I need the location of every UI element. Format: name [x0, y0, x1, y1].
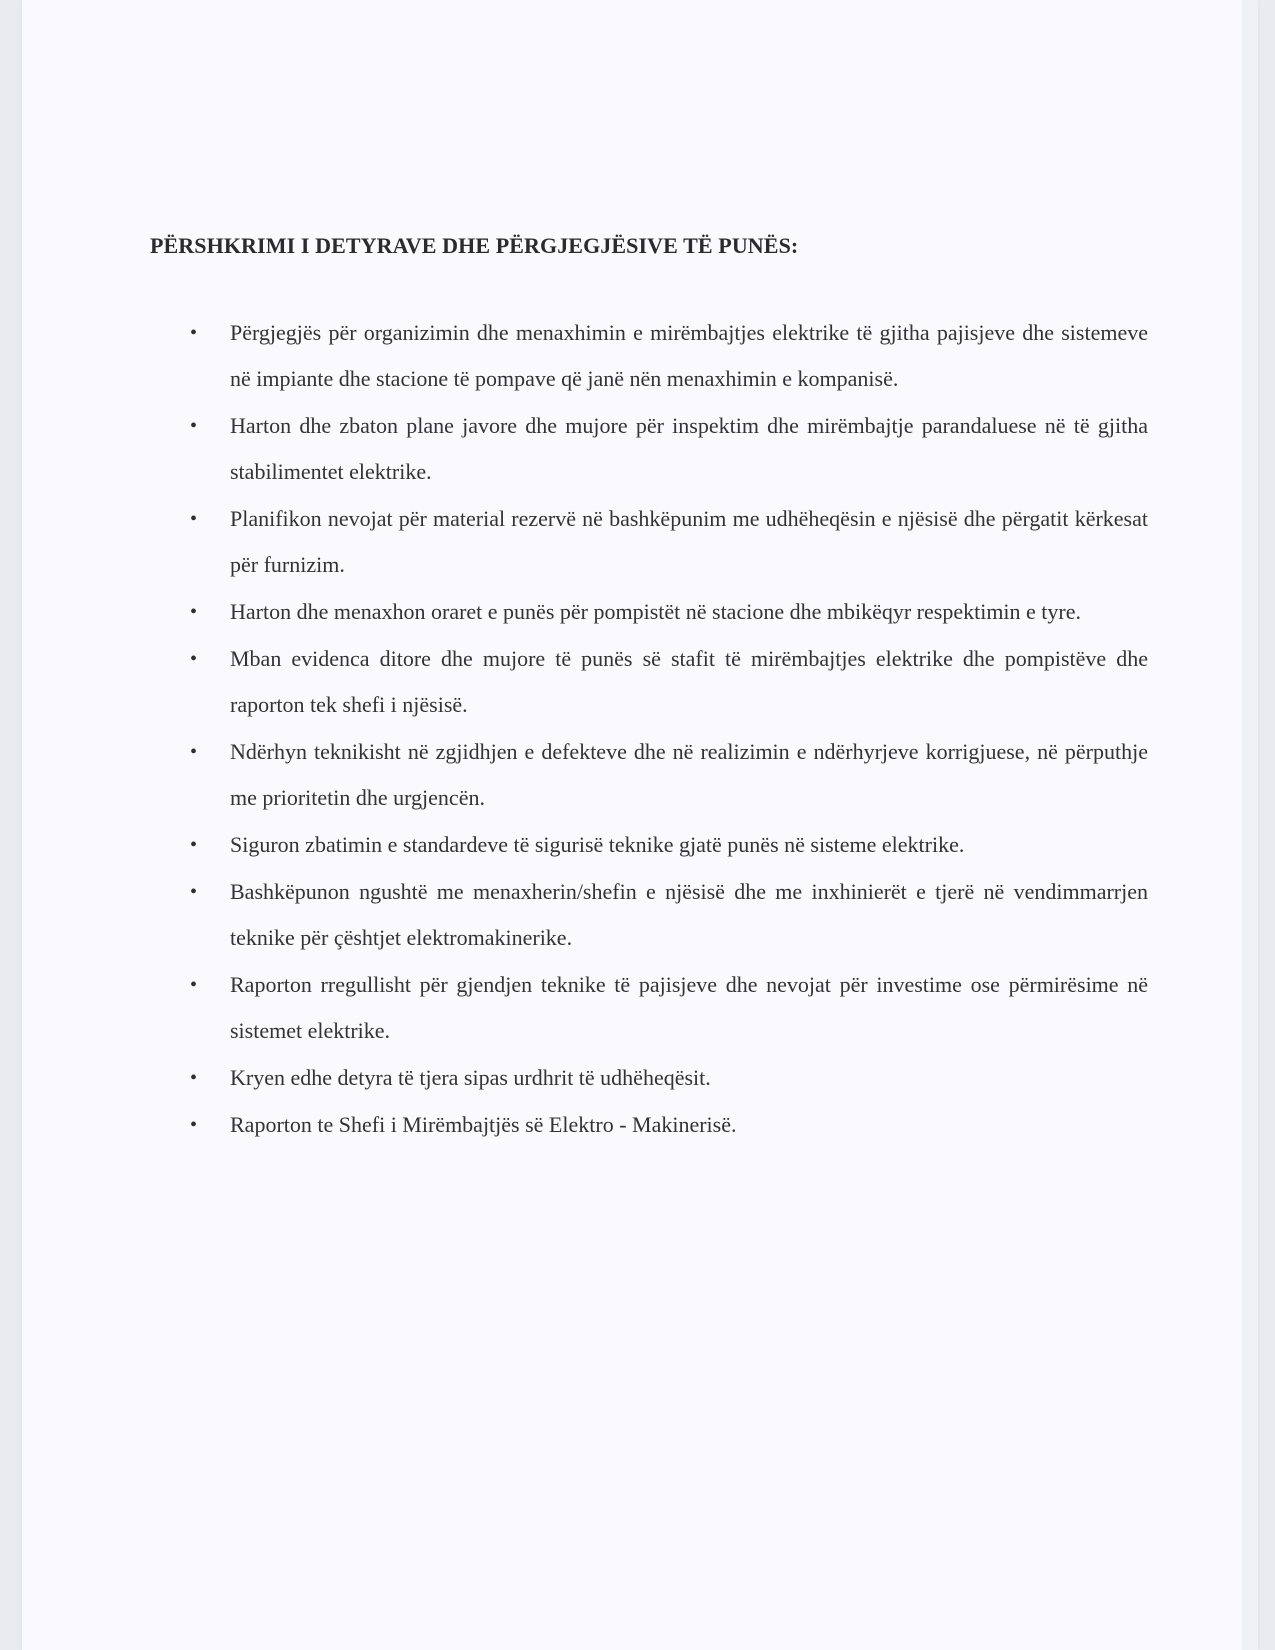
page-edge-shadow: [1242, 0, 1258, 1650]
document-page: [22, 0, 1258, 1650]
duty-text: Bashkëpunon ngushtë me menaxherin/shefin e njësisë dhe me inxhinierët e tjerë në vendimmarrjen teknike për çështjet elektromakinerike.: [230, 879, 1148, 950]
duty-text: Siguron zbatimin e standardeve të sigurisë teknike gjatë punës në sisteme elektrike.: [230, 832, 965, 857]
list-item: [190, 822, 1148, 868]
list-item: [190, 1055, 1148, 1101]
list-item: [190, 310, 1148, 402]
section-heading: PËRSHKRIMI I DETYRAVE DHE PËRGJEGJËSIVE TË PUNËS:: [150, 233, 799, 258]
duty-text: Planifikon nevojat për material rezervë në bashkëpunim me udhëheqësin e njësisë dhe përgatit kërkesat për furnizim.: [230, 506, 1148, 577]
bullet-icon: •: [190, 508, 198, 530]
bullet-icon: •: [190, 881, 198, 903]
list-item: [190, 869, 1148, 961]
duty-text: Raporton te Shefi i Mirëmbajtjës së Elektro - Makinerisë.: [230, 1112, 737, 1137]
list-item: [190, 403, 1148, 495]
list-item: [190, 496, 1148, 588]
duty-text: Harton dhe zbaton plane javore dhe mujore për inspektim dhe mirëmbajtje parandaluese në të gjitha stabilimentet elektrike.: [230, 413, 1148, 484]
duty-text: Përgjegjës për organizimin dhe menaxhimin e mirëmbajtjes elektrike të gjitha pajisjeve dhe sistemeve në impiante dhe stacione të pompave që janë nën menaxhimin e kompanisë.: [230, 320, 1148, 391]
list-item: [190, 1102, 1148, 1148]
bullet-icon: •: [190, 322, 198, 344]
duty-text: Harton dhe menaxhon oraret e punës për pompistët në stacione dhe mbikëqyr respektimin e tyre.: [230, 599, 1082, 624]
bullet-icon: •: [190, 601, 198, 623]
list-item: [190, 589, 1148, 635]
bullet-icon: •: [190, 648, 198, 670]
duties-list: [190, 310, 1148, 1149]
list-item: [190, 962, 1148, 1054]
bullet-icon: •: [190, 1114, 198, 1136]
bullet-icon: •: [190, 415, 198, 437]
bullet-icon: •: [190, 1067, 198, 1089]
list-item: [190, 729, 1148, 821]
bullet-icon: •: [190, 834, 198, 856]
duty-text: Raporton rregullisht për gjendjen teknike të pajisjeve dhe nevojat për investime ose përmirësime në sistemet elektrike.: [230, 972, 1148, 1043]
list-item: [190, 636, 1148, 728]
bullet-icon: •: [190, 741, 198, 763]
duty-text: Kryen edhe detyra të tjera sipas urdhrit të udhëheqësit.: [230, 1065, 711, 1090]
bullet-icon: •: [190, 974, 198, 996]
duty-text: Ndërhyn teknikisht në zgjidhjen e defekteve dhe në realizimin e ndërhyrjeve korrigjuese, në përputhje me prioritetin dhe urgjencën.: [230, 739, 1148, 810]
duty-text: Mban evidenca ditore dhe mujore të punës së stafit të mirëmbajtjes elektrike dhe pompistëve dhe raporton tek shefi i njësisë.: [230, 646, 1148, 717]
